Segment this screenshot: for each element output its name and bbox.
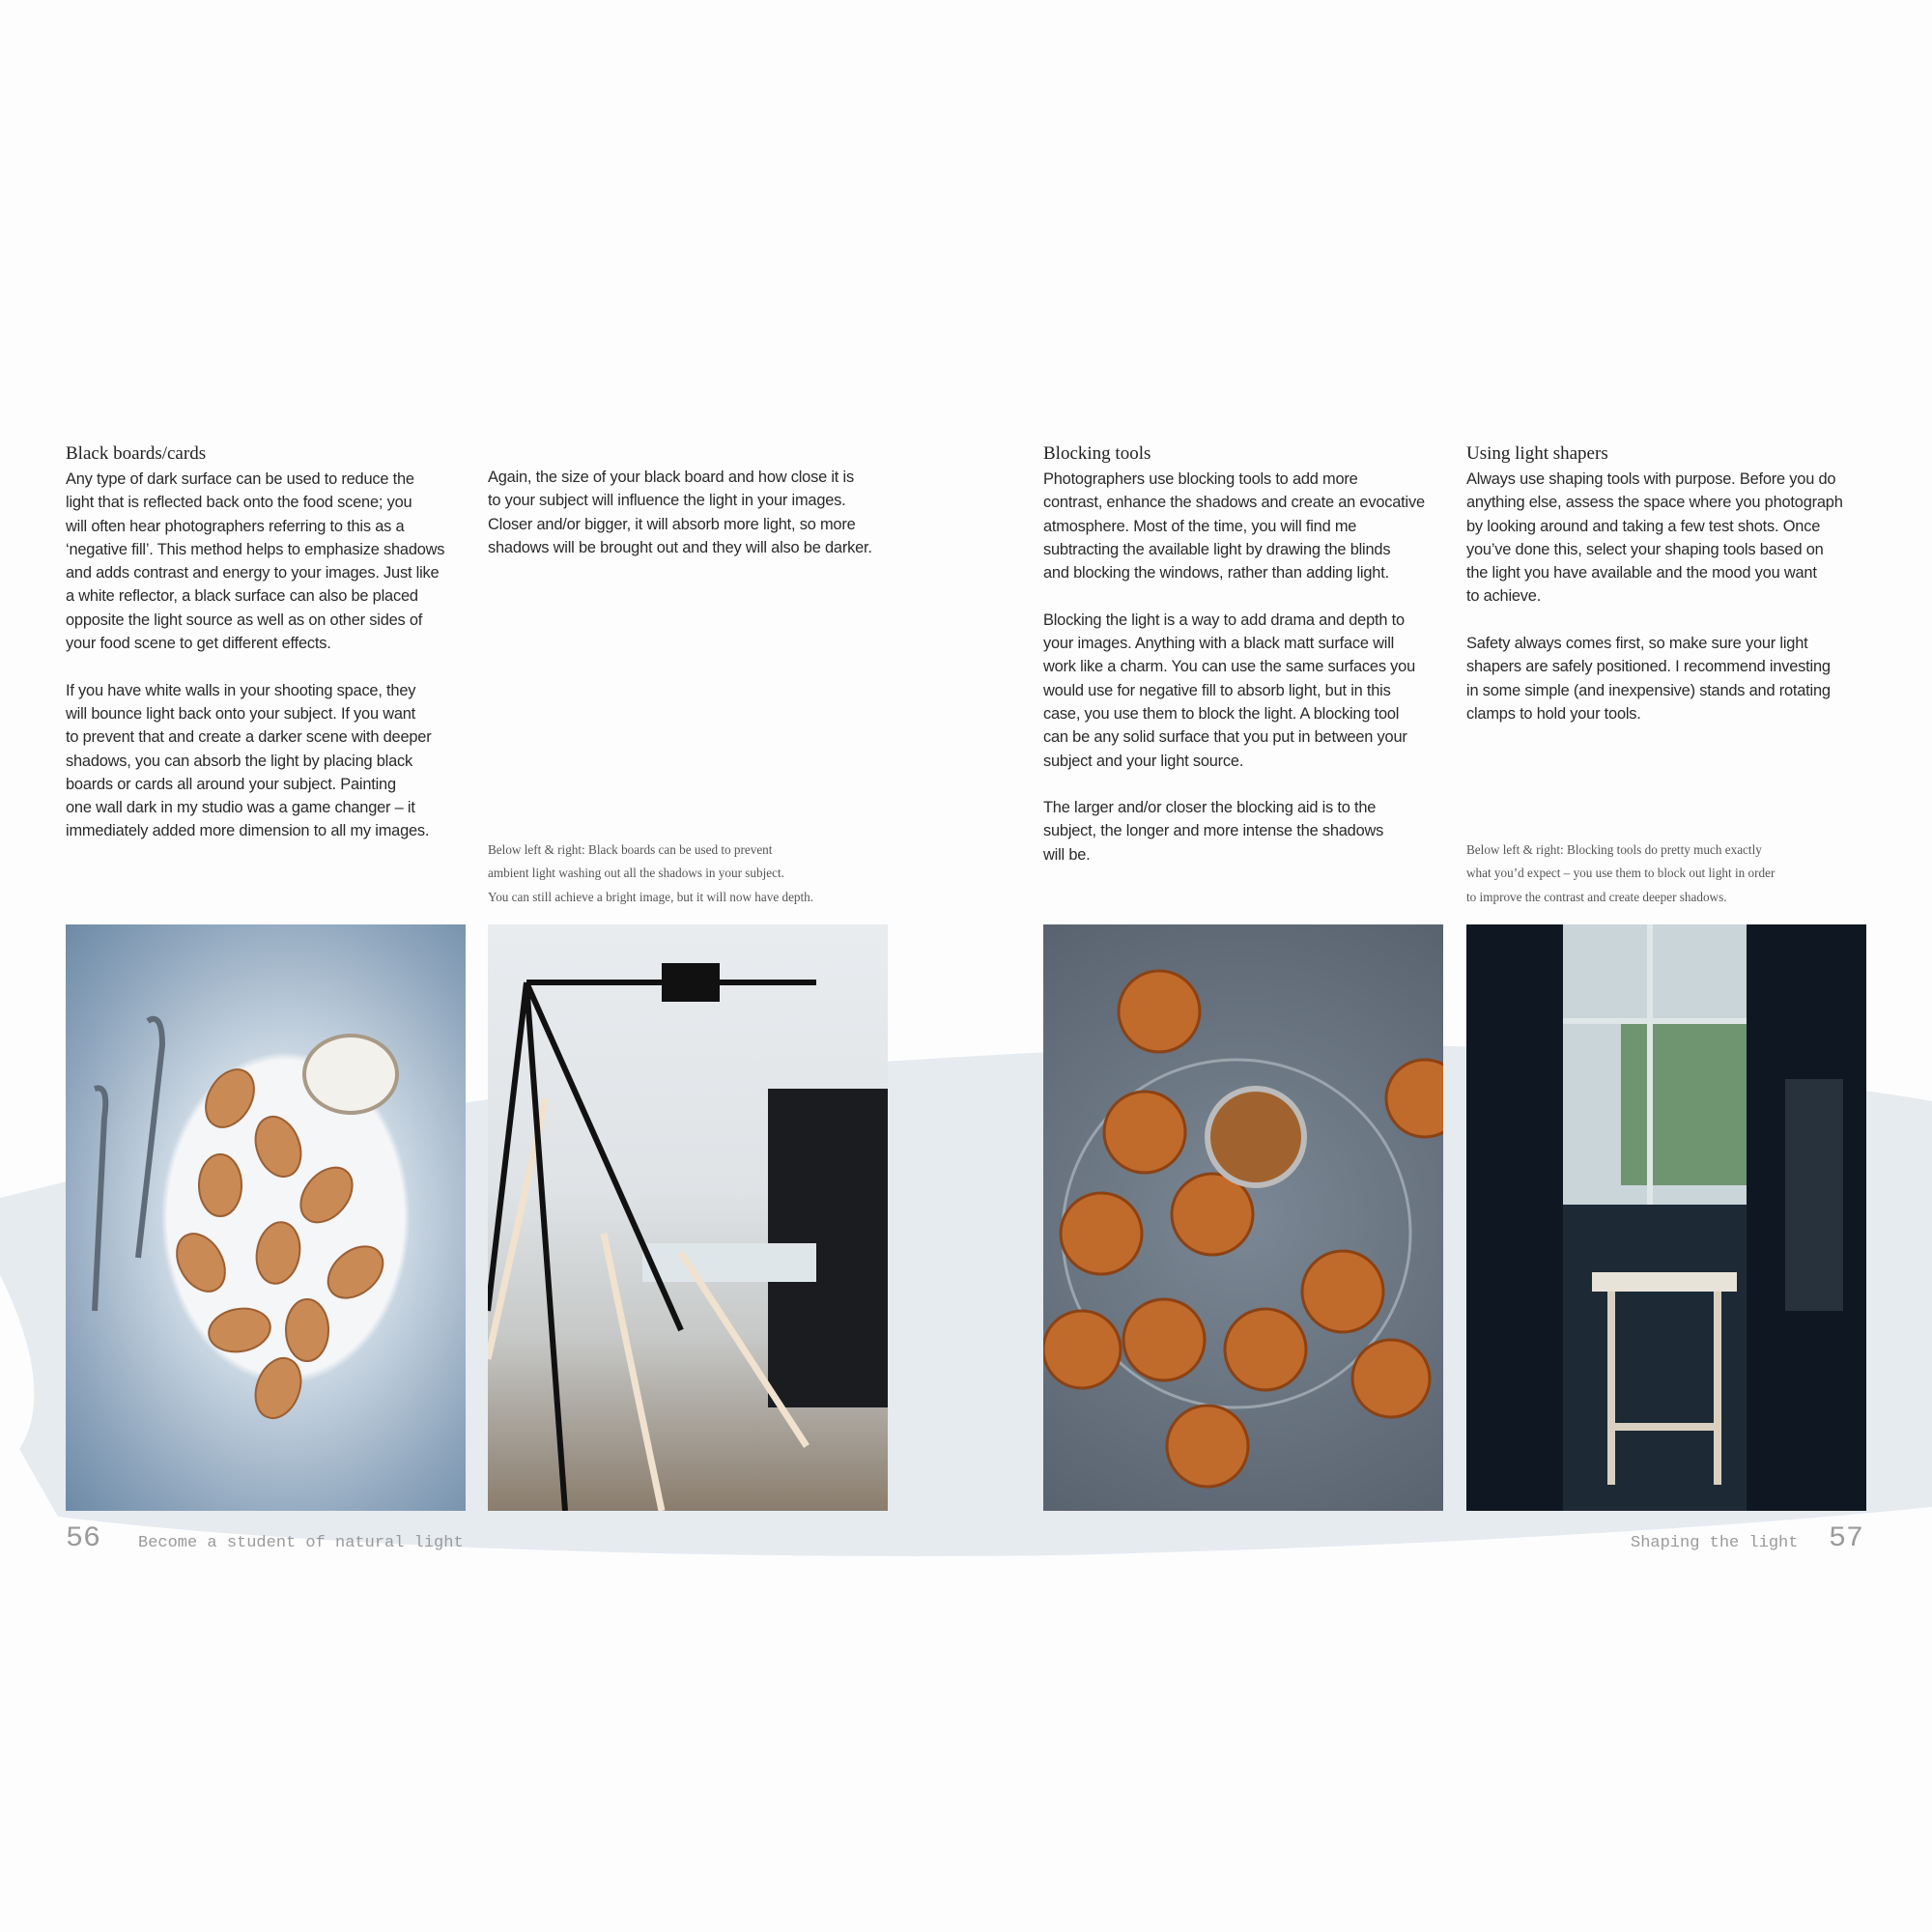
- heading-blocking-tools: Blocking tools: [1043, 443, 1151, 464]
- photo-pecan-cookies: [1043, 924, 1443, 1511]
- heading-light-shapers: Using light shapers: [1466, 443, 1608, 464]
- page-number-left: 56: [66, 1522, 101, 1555]
- caption-right: Below left & right: Blocking tools do pretty much exactly what you’d expect – you use them to block out light in order to improve the contrast and create deeper shadows.: [1466, 842, 1776, 904]
- paragraph: Again, the size of your black board and how close it is to your subject will influence the light in your images. Closer and/or bigger, it will absorb more light, so more shadows will be brought out and they will also be darker.: [488, 469, 872, 556]
- heading-black-boards: Black boards/cards: [66, 443, 207, 464]
- paragraph: Photographers use blocking tools to add more contrast, enhance the shadows and create an evocative atmosphere. Most of the time, you will find me subtracting the available light by drawing the blinds and blocking the windows, rather than adding light.: [1043, 470, 1425, 582]
- column-black-boards-cont: [488, 466, 894, 582]
- paragraph: The larger and/or closer the blocking aid is to the subject, the longer and more intense the shadows will be.: [1043, 799, 1384, 864]
- column-black-boards: [66, 442, 471, 867]
- paragraph: Safety always comes first, so make sure your light shapers are safely positioned. I recommend investing in some simple (and inexpensive) stands and rotating clamps to hold your tools.: [1466, 635, 1831, 723]
- paragraph: Always use shaping tools with purpose. Before you do anything else, assess the space where you photograph by looking around and taking a few test shots. Once you’ve done this, select your shaping tools based on the light you have available and the mood you want to achieve.: [1466, 470, 1843, 606]
- paragraph: Any type of dark surface can be used to reduce the light that is reflected back onto the food scene; you will often hear photographers referring to this as a ‘negative fill’. This method helps to emphasize shadows and adds contrast and energy to your images. Just like a white reflector, a black surface can also be placed opposite the light source as well as on other sides of your food scene to get different effects.: [66, 470, 445, 653]
- column-light-shapers: [1466, 442, 1872, 750]
- paragraph: Blocking the light is a way to add drama and depth to your images. Anything with a black matt surface will work like a charm. You can use the same surfaces you would use for negative fill to absorb light, but in this case, you use them to block the light. A blocking tool can be any solid surface that you put in between your subject and your light source.: [1043, 611, 1415, 770]
- page-number-right: 57: [1829, 1522, 1864, 1555]
- running-title-right: Shaping the light: [1631, 1534, 1799, 1552]
- caption-left: Below left & right: Black boards can be used to prevent ambient light washing out all the shadows in your subject. You can still achieve a bright image, but it will now have depth.: [488, 842, 814, 904]
- photo-tripod-black-board: [488, 924, 888, 1511]
- photo-window-blocking: [1466, 924, 1866, 1511]
- paragraph: If you have white walls in your shooting space, they will bounce light back onto your subject. If you want to prevent that and create a darker scene with deeper shadows, you can absorb the light by placing black boards or cards all around your subject. Painting one wall dark in my studio was a game changer – it immediately added more dimension to all my images.: [66, 681, 432, 840]
- column-blocking-tools: [1043, 442, 1449, 890]
- photo-madeleines: [66, 924, 466, 1511]
- running-title-left: Become a student of natural light: [138, 1534, 464, 1552]
